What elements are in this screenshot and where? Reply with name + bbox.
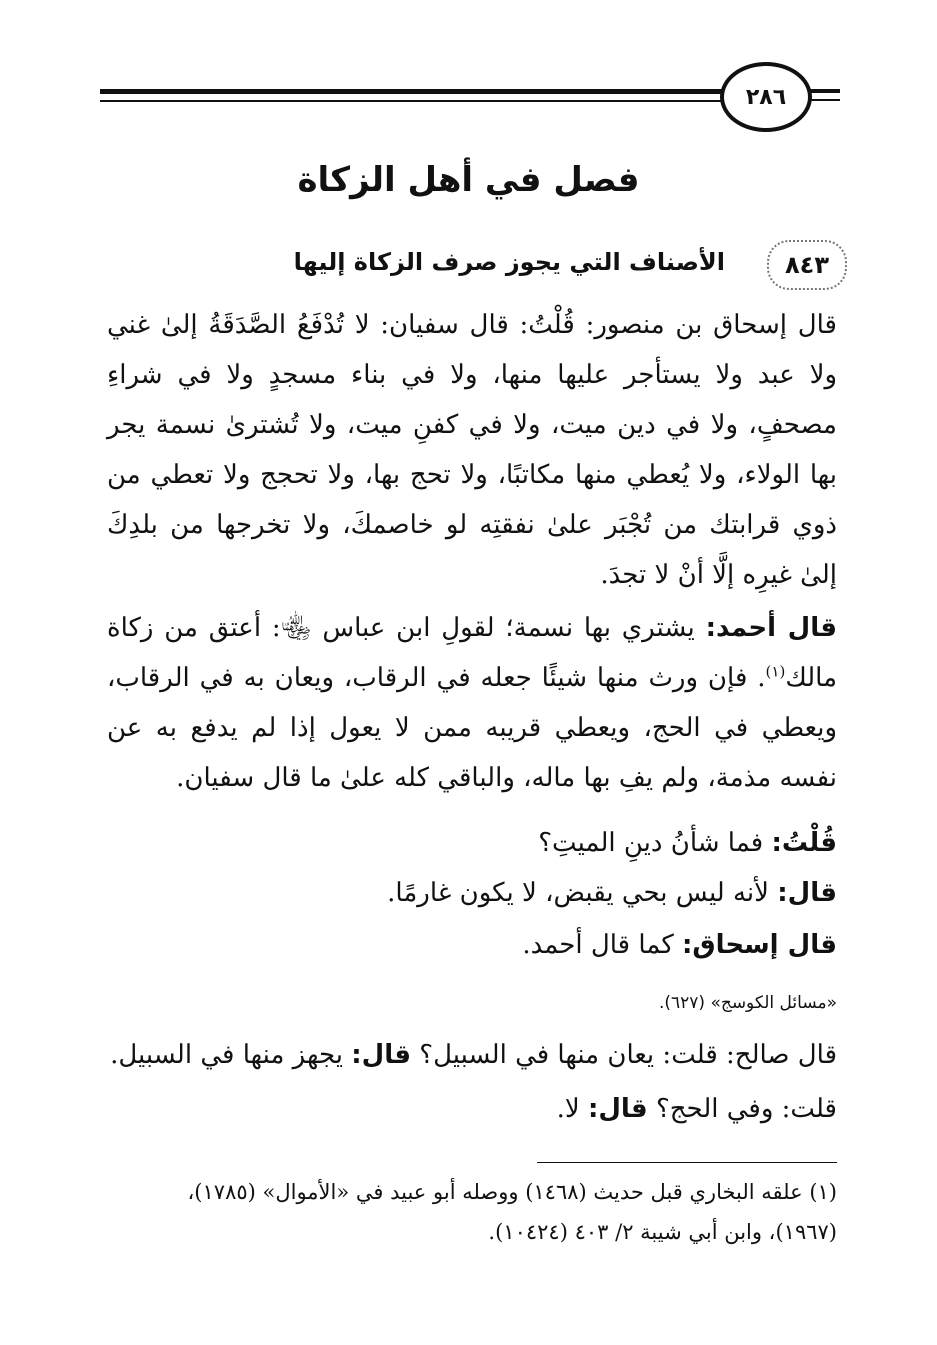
speaker-label: قال: (777, 878, 837, 908)
dialogue-line (107, 868, 837, 918)
section-title: الأصناف التي يجوز صرف الزكاة إليها (293, 248, 725, 276)
section-heading (87, 240, 847, 288)
header-rule-thin (100, 100, 740, 102)
dialogue-text: فما شأنُ دينِ الميتِ؟ (538, 828, 772, 858)
chapter-title: فصل في أهل الزكاة (297, 160, 640, 200)
dialogue-text: لأنه ليس بحي يقبض، لا يكون غارمًا. (387, 878, 778, 908)
footnote-reference: (١) (765, 662, 786, 681)
speaker-label: قال إسحاق: (681, 930, 837, 960)
paragraph-ahmad (107, 603, 837, 803)
dialogue-text: قال صالح: قلت: يعان منها في السبيل؟ (411, 1040, 837, 1070)
header-rule-right-thick (810, 89, 840, 93)
speaker-label: قال: (587, 1094, 648, 1124)
header-rule-thick (100, 89, 740, 94)
page-number: ٢٨٦ (720, 62, 812, 132)
dialogue-text: يجهز منها في السبيل. (110, 1040, 352, 1070)
page-header (100, 62, 840, 132)
footnote-line: (١) علقه البخاري قبل حديث (١٤٦٨) ووصله أبو عبيد في «الأموال» (١٧٨٥)، (187, 1180, 837, 1204)
footnote-line: (١٩٦٧)، وابن أبي شيبة ٢/ ٤٠٣ (١٠٤٢٤). (488, 1220, 837, 1244)
dialogue-text: كما قال أحمد. (522, 930, 682, 960)
speaker-label: قُلْتُ: (771, 828, 837, 858)
dialogue-text: لا. (556, 1094, 588, 1124)
section-number-badge: ٨٤٣ (767, 240, 847, 290)
speaker-label: قال أحمد: (705, 613, 837, 643)
dialogue-line (107, 920, 837, 970)
paragraph-ishaq-sufyan: قال إسحاق بن منصور: قُلْتُ: قال سفيان: لا تُدْفَعُ الصَّدَقَةُ إلىٰ غني ولا عبد ولا يستأجر عليها منها، ولا في بناء مسجدٍ ولا في شراءِ مصحفٍ، ولا في دين ميت، ولا في كفنِ ميت، ولا تُشترىٰ نسمة يجر بها الولاء، ولا يُعطي منها مكاتبًا، ولا تحج بها، ولا تحجج ولا تعطي من ذوي قرابتك من تُجْبَر علىٰ نفقتِه لو خاصمكَ، ولا تخرجها من بلدِكَ إلىٰ غيرِه إلَّا أنْ لا تجدَ. (107, 310, 837, 590)
dialogue-line (107, 1084, 837, 1134)
footnotes (107, 1172, 837, 1252)
header-rule-right-thin (810, 99, 840, 101)
footnote-divider (537, 1162, 837, 1163)
paragraph-text: . فإن ورث منها شيئًا جعله في الرقاب، ويعان به في الرقاب، ويعطي في الحج، ويعطي قريبه ممن لا يعول إذا لم يدفع به عن نفسه مذمة، ولم يفِ بها ماله، والباقي كله علىٰ ما قال سفيان. (107, 663, 837, 793)
speaker-label: قال: (351, 1040, 412, 1070)
paragraph-text: يشتري بها نسمة؛ لقولِ ابن عباس ﵄: أعتق من زكاة مالك (107, 613, 837, 693)
dialogue-text: قلت: وفي الحج؟ (647, 1094, 837, 1124)
source-citation: «مسائل الكوسج» (٦٢٧). (658, 993, 837, 1013)
dialogue-line (107, 1030, 837, 1080)
dialogue-line (107, 818, 837, 868)
